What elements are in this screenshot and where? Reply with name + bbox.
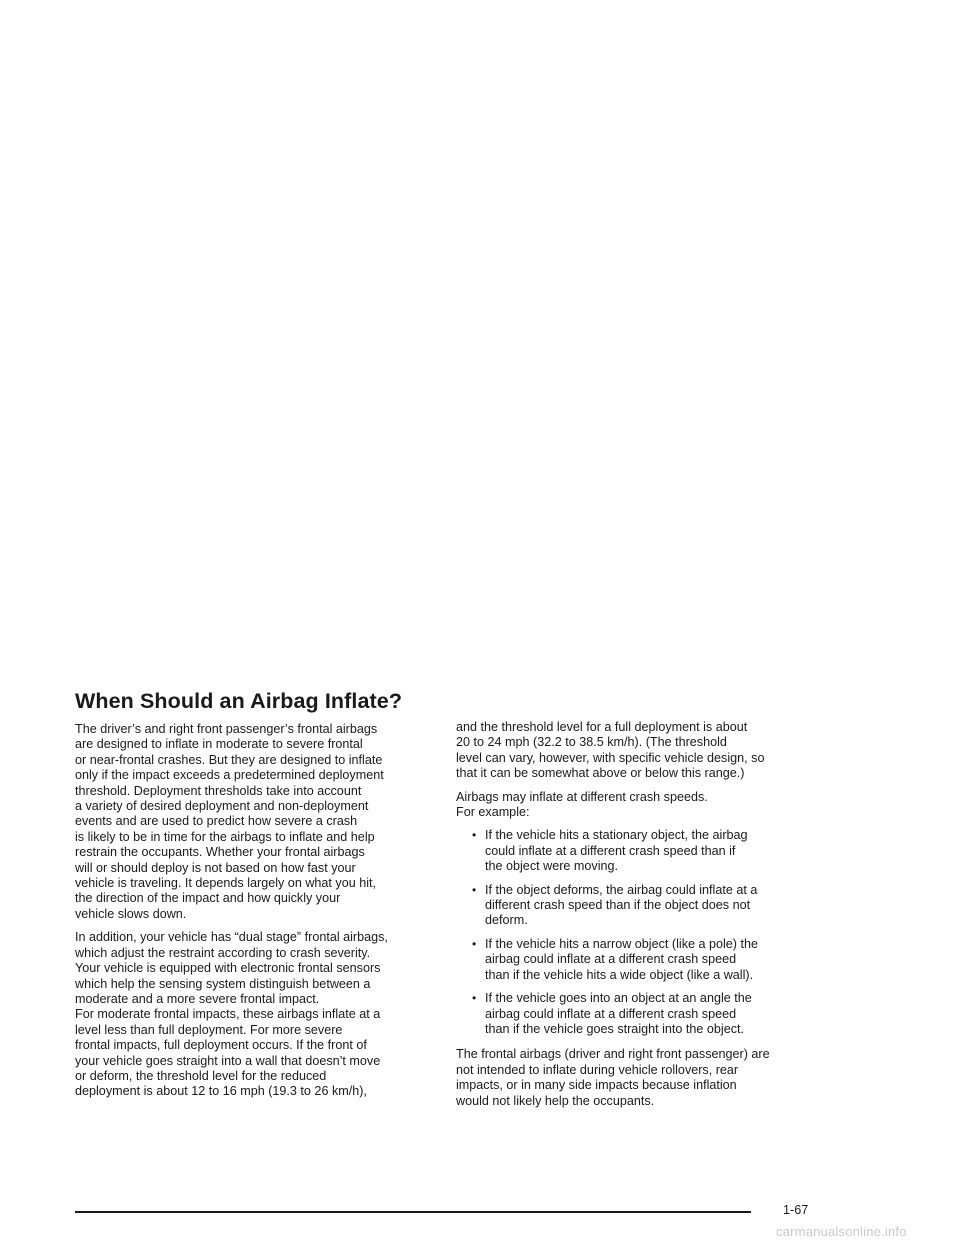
page-number: 1-67 [783,1203,809,1217]
bullet-icon: • [472,828,477,843]
bullet-icon: • [472,882,477,897]
paragraph-deployment-threshold: The driver’s and right front passenger’s frontal airbags are designed to inflate in moderate to severe frontal or near-frontal crashes. But they are designed to inflate only if the impact exceeds a predetermined deployment threshold. Deployment thresholds take into account a variety of desired deployment and non-deployment events and are used to predict how severe a crash is likely to be in time for the airbags to inflate and help restrain the occupants. Whether your frontal airbags will or should deploy is not based on how fast your vehicle is traveling. It depends largely on what you hit, the direction of the impact and how quickly your vehicle slows down. [75,722,384,921]
crash-speed-examples-list [456,828,836,1037]
paragraph-dual-stage: In addition, your vehicle has “dual stage” frontal airbags, which adjust the restraint according to crash severity. Your vehicle is equipped with electronic frontal sensors which help the sensing system distinguish between a moderate and a more severe frontal impact. For moderate frontal impacts, these airbags inflate at a level less than full deployment. For more severe frontal impacts, full deployment occurs. If the front of your vehicle goes straight into a wall that doesn’t move or deform, the threshold level for the reduced deployment is about 12 to 16 mph (19.3 to 26 km/h), [75,930,388,1099]
watermark-text: carmanualsonline.info [776,1224,907,1239]
right-column [456,720,836,1117]
paragraph-full-deployment: and the threshold level for a full deployment is about 20 to 24 mph (32.2 to 38.5 km/h). (The threshold level can vary, however, with specific vehicle design, so that it can be somewhat above or below this range.) [456,720,765,781]
list-item [456,883,836,929]
list-item [456,828,836,874]
bullet-icon: • [472,991,477,1006]
footer-divider [75,1211,751,1213]
paragraph-crash-speeds-intro: Airbags may inflate at different crash speeds. For example: [456,789,708,820]
list-item [456,937,836,983]
list-item [456,991,836,1037]
list-item-text: If the object deforms, the airbag could inflate at a different crash speed than if the object does not deform. [485,882,758,928]
list-item-text: If the vehicle hits a stationary object, the airbag could inflate at a different crash speed than if the object were moving. [485,828,748,874]
left-column [75,688,455,1108]
section-heading: When Should an Airbag Inflate? [75,689,403,713]
bullet-icon: • [472,936,477,951]
list-item-text: If the vehicle hits a narrow object (like a pole) the airbag could inflate at a different crash speed than if the vehicle hits a wide object (like a wall). [485,936,759,982]
list-item-text: If the vehicle goes into an object at an angle the airbag could inflate at a different crash speed than if the vehicle goes straight into the object. [485,991,752,1036]
paragraph-rollover-note: The frontal airbags (driver and right front passenger) are not intended to inflate during vehicle rollovers, rear impacts, or in many side impacts because inflation would not likely help the occupants. [456,1047,770,1108]
